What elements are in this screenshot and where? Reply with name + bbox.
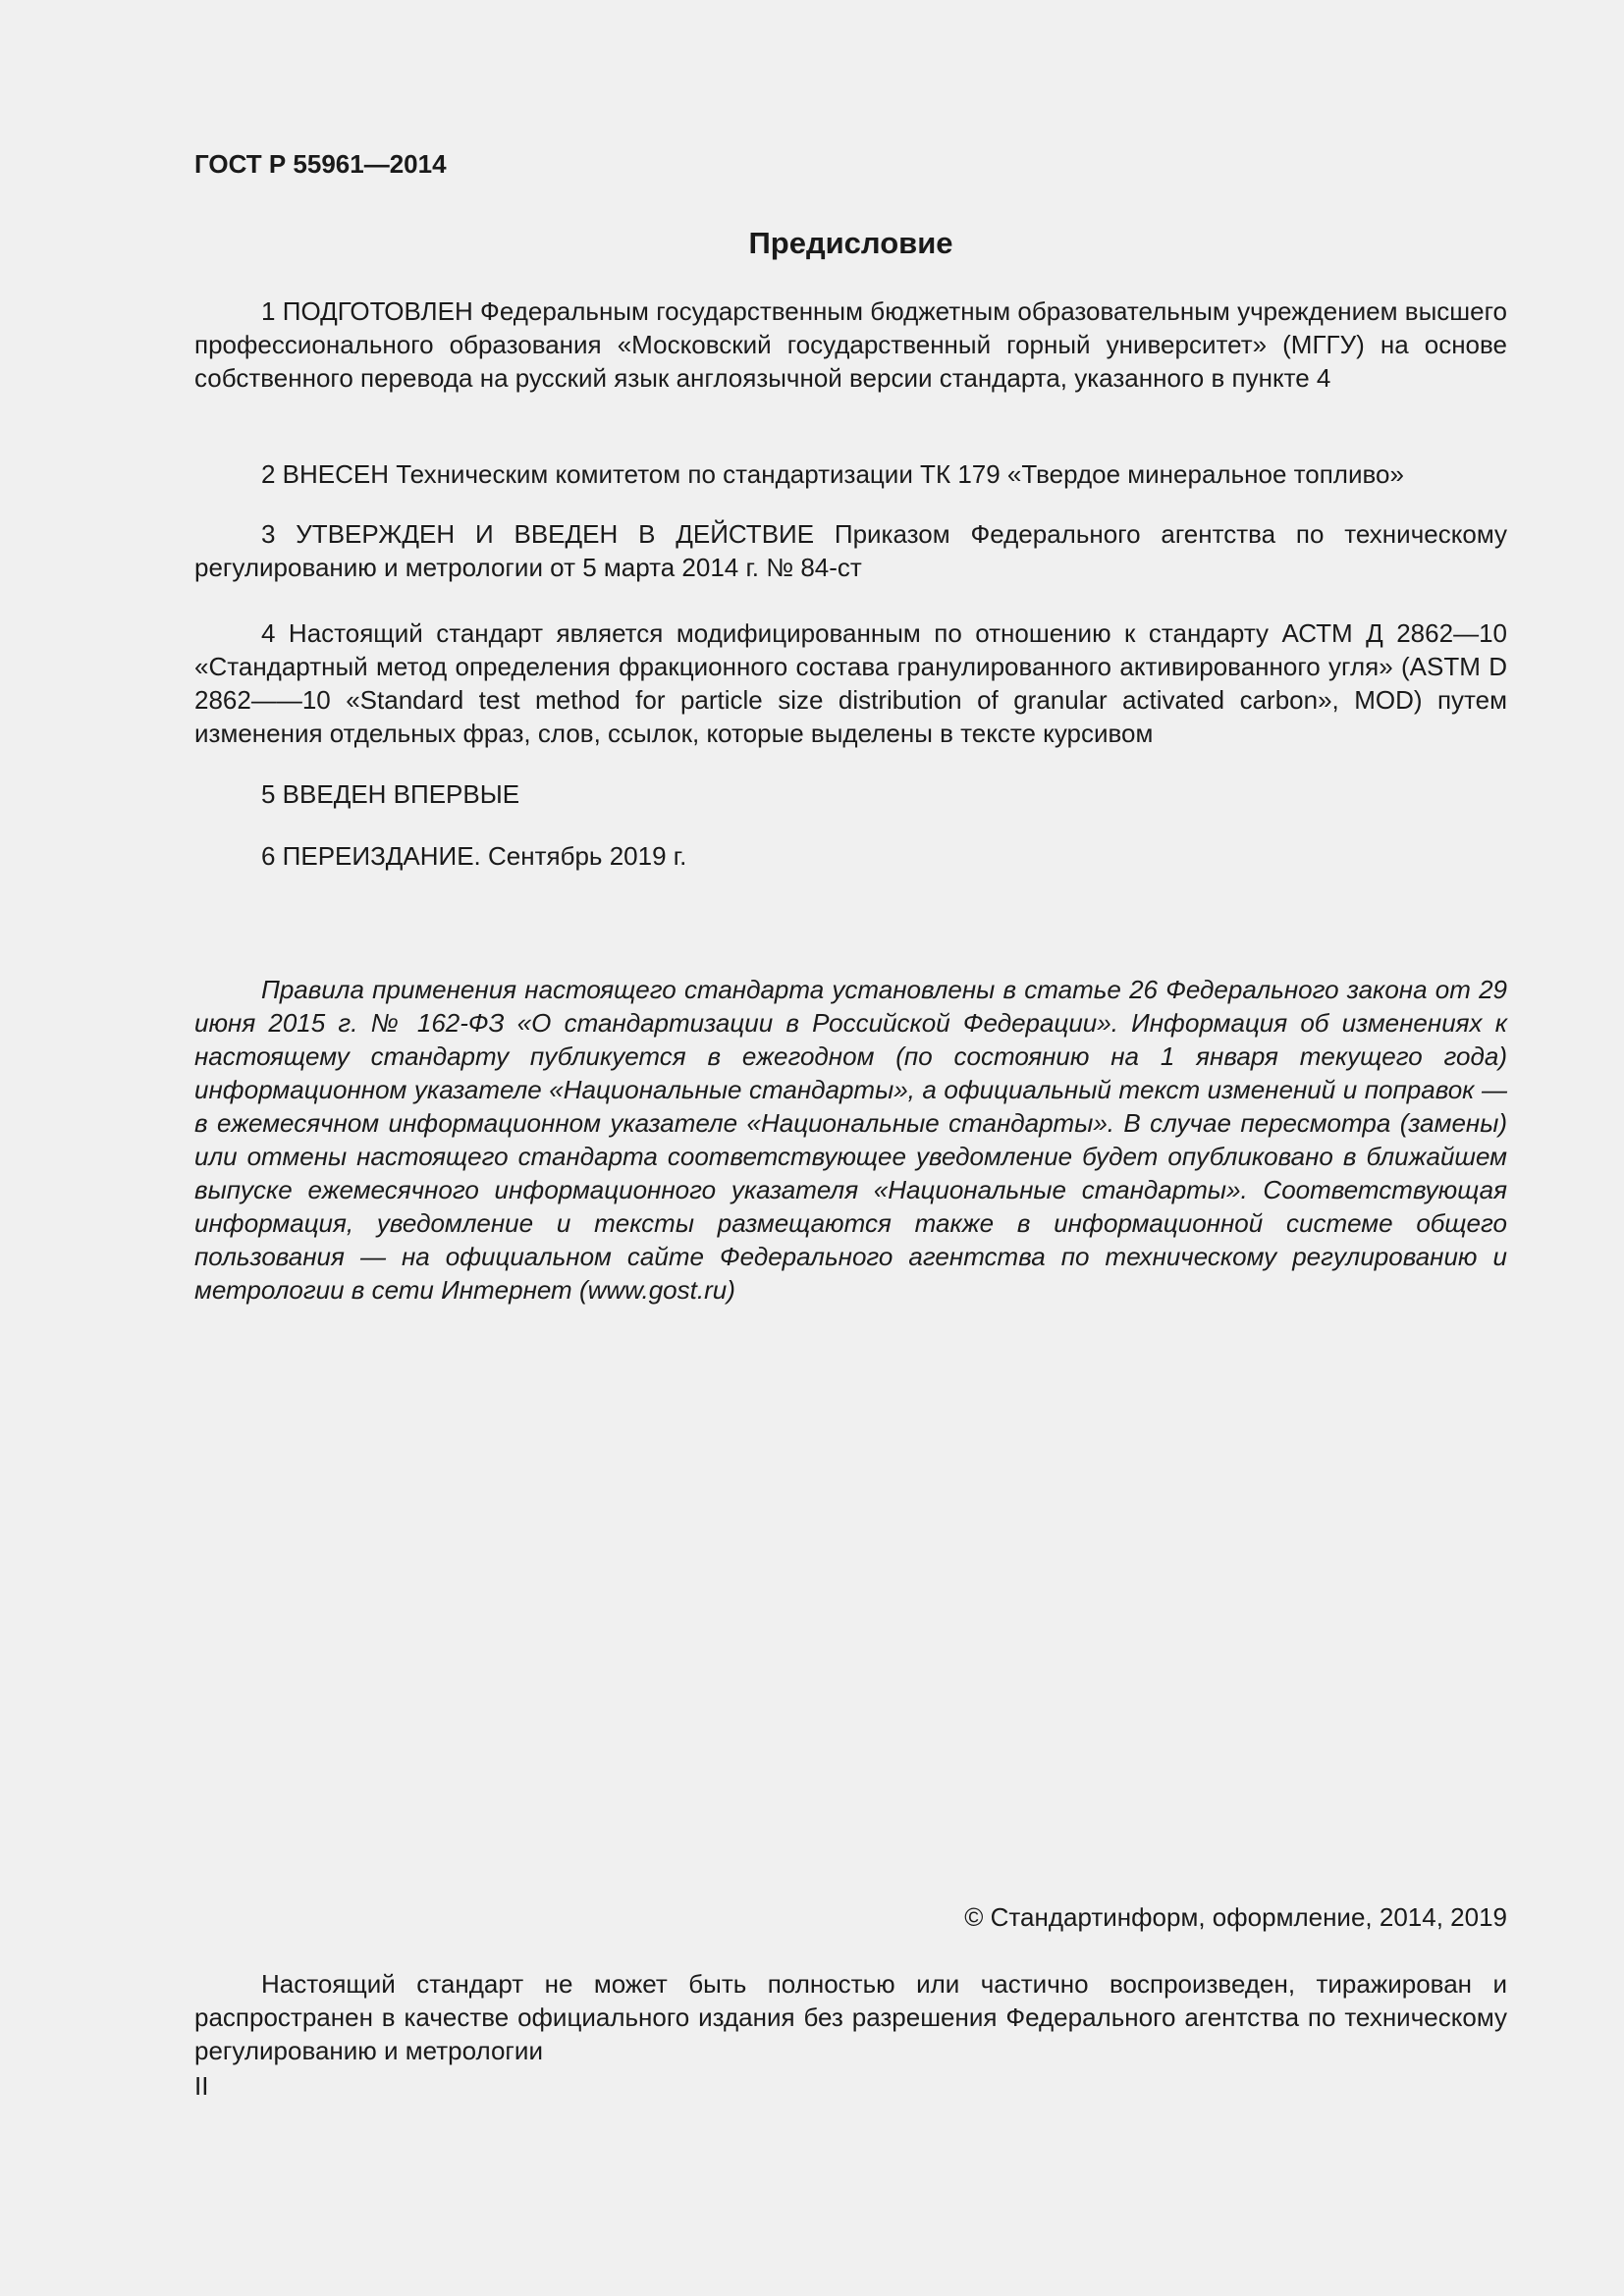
rules-note: [194, 973, 1507, 1307]
reproduction-note: [194, 1967, 1507, 2067]
foreword-item-text: 1 ПОДГОТОВЛЕН Федеральным государственным бюджетным образовательным учреждением высшего профессионального образования «Московский государственный горный университет» (МГГУ) на основе собственного перевода на русский язык англоязычной версии стандарта, указанного в пункте 4: [194, 296, 1507, 393]
foreword-item-5: [194, 777, 1507, 811]
page-title: Предисловие: [748, 226, 953, 260]
document-header: ГОСТ Р 55961—2014: [194, 149, 447, 179]
foreword-item-2: [194, 457, 1507, 491]
rules-note-text: Правила применения настоящего стандарта установлены в статье 26 Федерального закона от 29 июня 2015 г. № 162-ФЗ «О стандартизации в Российской Федерации». Информация об изменениях к настоящему стандарту публикуется в ежегодном (по состоянию на 1 января текущего года) информационном указателе «Национальные стандарты», а официальный текст изменений и поправок — в ежемесячном информационном указателе «Национальные стандарты». В случае пересмотра (замены) или отмены настоящего стандарта соответствующее уведомление будет опубликовано в ближайшем выпуске ежемесячного информационного указателя «Национальные стандарты». Соответствующая информация, уведомление и тексты размещаются также в информационной системе общего пользования — на официальном сайте Федерального агентства по техническому регулированию и метрологии в сети Интернет (www.gost.ru): [194, 975, 1507, 1305]
foreword-item-text: 6 ПЕРЕИЗДАНИЕ. Сентябрь 2019 г.: [261, 841, 687, 871]
foreword-item-text: 3 УТВЕРЖДЕН И ВВЕДЕН В ДЕЙСТВИЕ Приказом Федерального агентства по техническому регулированию и метрологии от 5 марта 2014 г. № 84-ст: [194, 519, 1507, 582]
reproduction-note-text: Настоящий стандарт не может быть полностью или частично воспроизведен, тиражирован и распространен в качестве официального издания без разрешения Федерального агентства по техническому регулированию и метрологии: [194, 1969, 1507, 2065]
foreword-item-text: 4 Настоящий стандарт является модифицированным по отношению к стандарту АСТМ Д 2862—10 «Стандартный метод определения фракционного состава гранулированного активированного угля» (ASTM D 2862——10 «Standard test method for particle size distribution of granular activated carbon», MOD) путем изменения отдельных фраз, слов, ссылок, которые выделены в тексте курсивом: [194, 618, 1507, 748]
foreword-item-text: 5 ВВЕДЕН ВПЕРВЫЕ: [261, 779, 520, 809]
foreword-item-1: [194, 294, 1507, 395]
copyright-line: © Стандартинформ, оформление, 2014, 2019: [964, 1902, 1507, 1932]
foreword-item-3: [194, 517, 1507, 584]
foreword-item-4: [194, 616, 1507, 750]
foreword-item-6: [194, 839, 1507, 873]
foreword-item-text: 2 ВНЕСЕН Техническим комитетом по стандартизации ТК 179 «Твердое минеральное топливо»: [261, 459, 1404, 489]
page-number: II: [194, 2071, 209, 2101]
